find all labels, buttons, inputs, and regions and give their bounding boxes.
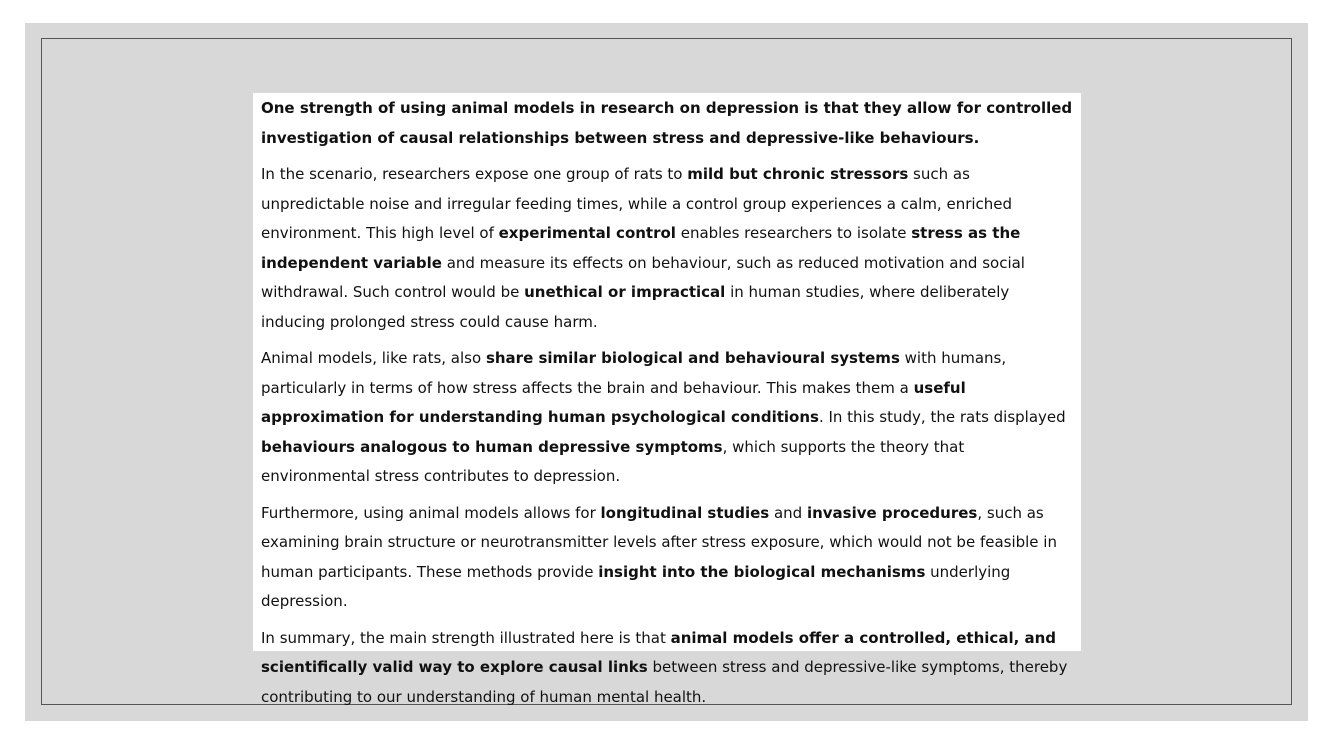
emphasis: insight into the biological mechanisms xyxy=(598,562,926,581)
text-run: between stress and depressive-like symptoms, thereby contributing to our understanding of human mental health. xyxy=(261,658,1068,706)
text-run: Furthermore, using animal models allows for xyxy=(261,503,601,522)
text-run: , such as examining brain structure or neurotransmitter levels after stress exposure, which would not be feasible in human participants. These methods provide xyxy=(261,503,1057,581)
paragraph-scenario xyxy=(261,160,1073,337)
text-run: . In this study, the rats displayed xyxy=(818,408,1066,426)
emphasis: stress as the independent variable xyxy=(261,224,1021,272)
text-run: underlying depression. xyxy=(261,562,1011,610)
text-run: and measure its effects on behaviour, such as reduced motivation and social withdrawal. Such control would be xyxy=(261,253,1025,301)
text-run: with humans, particularly in terms of how stress affects the brain and behaviour. This makes them a xyxy=(261,349,1007,397)
emphasis: useful approximation for understanding human psychological conditions xyxy=(261,378,966,426)
paragraph-summary xyxy=(261,624,1073,713)
paragraph-biology xyxy=(261,344,1073,492)
emphasis: longitudinal studies xyxy=(600,503,770,522)
text-run: in human studies, where deliberately inducing prolonged stress could cause harm. xyxy=(261,283,1010,331)
emphasis: unethical or impractical xyxy=(524,283,726,301)
text-run: , which supports the theory that environmental stress contributes to depression. xyxy=(261,437,965,485)
emphasis: behaviours analogous to human depressive symptoms xyxy=(261,437,723,456)
emphasis: share similar biological and behavioural systems xyxy=(485,349,900,367)
answer-document xyxy=(253,93,1081,706)
paragraph-methods xyxy=(261,499,1073,617)
text-run: In summary, the main strength illustrated here is that xyxy=(261,628,671,647)
text-run: Animal models, like rats, also xyxy=(261,349,486,367)
emphasis: invasive procedures xyxy=(806,503,978,522)
emphasis: experimental control xyxy=(498,224,676,242)
text-run: enables researchers to isolate xyxy=(675,224,912,242)
text-run: and xyxy=(769,503,807,522)
lead-paragraph: One strength of using animal models in research on depression is that they allow for controlled investigation of causal relationships between stress and depressive-like behaviours. xyxy=(261,99,1073,147)
emphasis: mild but chronic stressors xyxy=(687,165,909,183)
emphasis: animal models offer a controlled, ethical, and scientifically valid way to explore causal links xyxy=(261,628,1057,676)
text-run: In the scenario, researchers expose one group of rats to xyxy=(261,165,688,183)
text-run: such as unpredictable noise and irregular feeding times, while a control group experiences a calm, enriched environment. This high level of xyxy=(261,165,1013,242)
